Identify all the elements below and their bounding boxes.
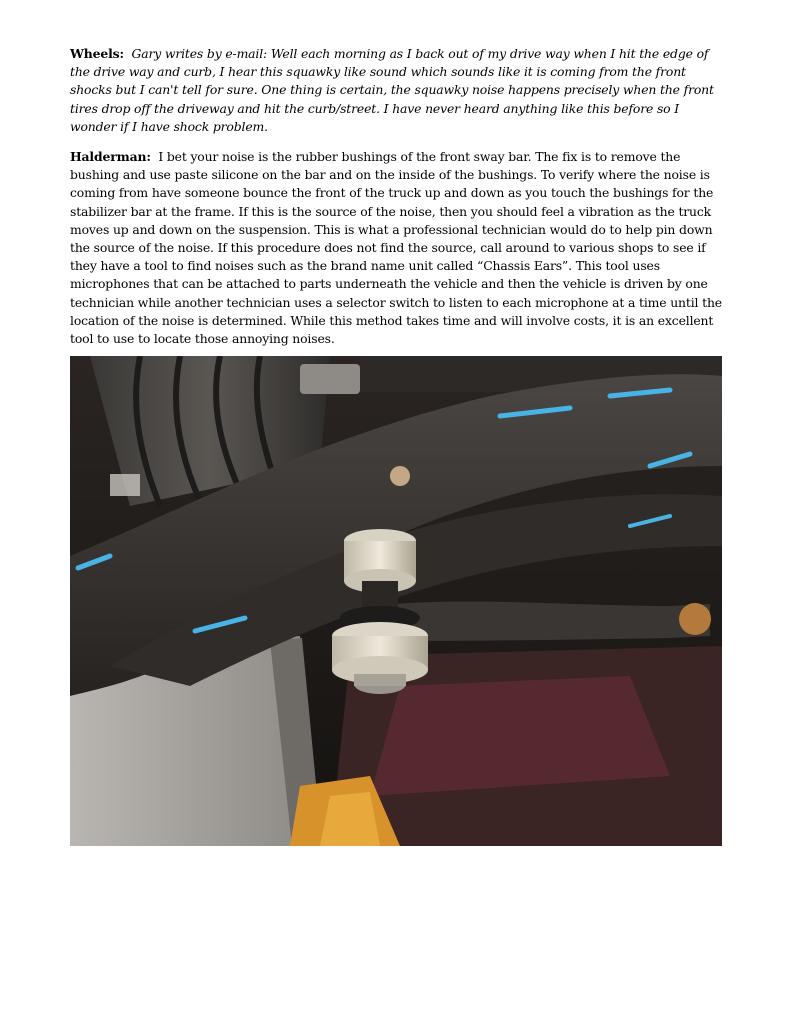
answer-lead: Halderman:	[70, 149, 151, 164]
answer-body: I bet your noise is the rubber bushings of the front sway bar. The fix is to remove the bushing and use paste silicone on the bar and on the inside of the bushings. To verify where the noise is coming from have someone bounce the front of the truck up and down as you touch the bushings for the stabilizer bar at the frame. If this is the source of the noise, then you should feel a vibration as the truck moves up and down on the suspension. This is what a professional technician would do to help pin down the source of the noise. If this procedure does not find the source, call around to various shops to see if they have a tool to find noises such as the brand name unit called “Chassis Ears”. This tool uses microphones that can be attached to parts underneath the vehicle and then the vehicle is driven by one technician while another technician uses a selector switch to listen to each microphone at a time until the location of the noise is determined. While this method takes time and will involve costs, it is an excellent tool to use to locate those annoying noises.	[70, 149, 722, 347]
suspension-photo-drawing	[70, 356, 722, 846]
question-paragraph	[70, 45, 725, 136]
answer-paragraph	[70, 148, 725, 348]
question-body: Gary writes by e-mail: Well each morning as I back out of my drive way when I hit the edge of the drive way and curb, I hear this squawky like sound which sounds like it is coming from the front shocks but I can't tell for sure. One thing is certain, the squawky noise happens precisely when the front tires drop off the driveway and hit the curb/street. I have never heard anything like this before so I wonder if I have shock problem.	[70, 46, 714, 134]
question-lead: Wheels:	[70, 46, 124, 61]
suspension-photo	[70, 356, 722, 846]
